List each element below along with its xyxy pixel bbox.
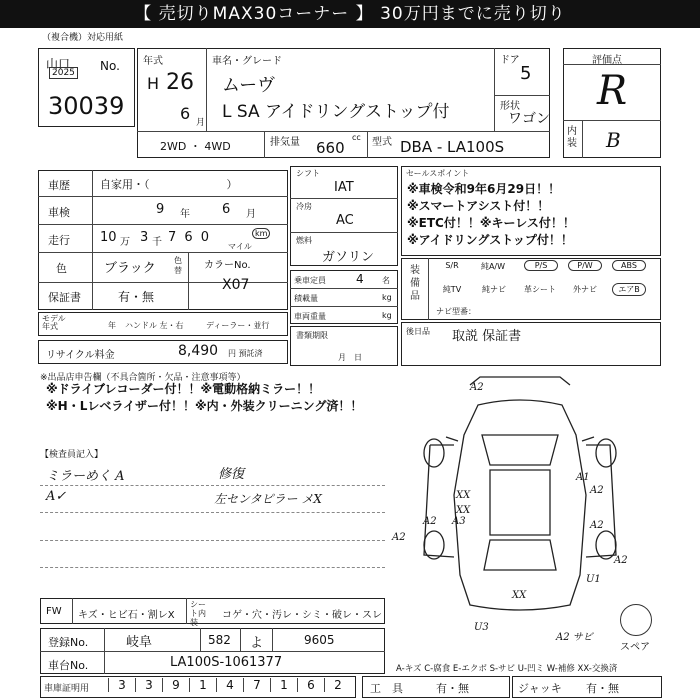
mark-xx-3: XX	[512, 590, 527, 601]
reg-class: 582	[208, 633, 231, 647]
reg-place: 岐阜	[126, 635, 153, 650]
displacement-label: 排気量	[270, 137, 300, 148]
nenshiki-year: 26	[166, 70, 194, 95]
inspector-label: 【検査員記入】	[40, 450, 104, 460]
dealer: ディーラー・並行	[206, 321, 270, 330]
weight-label: 車両重量	[294, 312, 326, 321]
shift-value: IAT	[334, 180, 354, 195]
after-sale-box	[401, 322, 661, 366]
subheader: （複合機）対応用紙	[42, 33, 124, 43]
sales-point-2: ※スマートアシスト付！！	[407, 199, 550, 213]
nenshiki-era: H	[147, 74, 160, 93]
inspector-note-2a: A✓	[46, 489, 67, 504]
color-change-label: 色替	[174, 256, 182, 275]
capacity-value: 4	[356, 272, 364, 286]
color-value: ブラック	[104, 261, 156, 276]
reg-label: 登録No.	[48, 636, 89, 649]
model-year-label: モデル年式	[42, 314, 66, 331]
equip-navi: 純ナビ	[482, 285, 506, 294]
ac-label: 冷房	[296, 202, 312, 211]
load-unit: kg	[382, 293, 392, 302]
sales-point-1: ※車検令和9年6月29日！！	[407, 182, 561, 196]
banner: 【 売切りMAX30コーナー 】 30万円までに売り切り	[0, 0, 700, 28]
doc-deadline-label: 書類期限	[296, 331, 328, 340]
equip-airbag: エアB	[612, 283, 646, 296]
garage-cert-label: 車庫証明用	[44, 684, 90, 694]
history-label: 車歴	[48, 179, 70, 192]
mark-a3: A3	[452, 516, 466, 527]
body-shape-value: ワゴン	[508, 111, 550, 127]
chassis-value: LA100S-1061377	[170, 655, 283, 670]
mark-a1: A1	[576, 472, 590, 483]
inspector-note-2b: 左センタピラー メX	[214, 492, 322, 506]
score-value: R	[597, 68, 628, 114]
car-top-view	[470, 377, 570, 385]
car-name: ムーヴ	[222, 75, 276, 96]
shaken-month-unit: 月	[246, 209, 256, 220]
model-value: DBA - LA100S	[400, 138, 505, 156]
recycle-label: リサイクル料金	[46, 350, 115, 361]
mark-u1: U1	[586, 574, 601, 585]
shaken-label: 車検	[48, 206, 70, 219]
inspector-note-1a: ミラーめく A	[46, 469, 125, 484]
exhibitor-note-2: ※H・Lレベライザー付！！※内・外装クリーニング済！！	[46, 399, 363, 413]
ac-value: AC	[336, 213, 354, 228]
mileage-sen-unit: 千	[152, 237, 162, 248]
mileage-sen: 3	[140, 230, 149, 245]
after-sale-value: 取説 保証書	[452, 329, 522, 344]
exhibitor-note-1: ※ドライブレコーダー付！！※電動格納ミラー！！	[46, 382, 321, 396]
car-outline	[454, 400, 586, 610]
color-label: 色	[56, 262, 67, 275]
tools-label: 工 具	[370, 682, 403, 695]
equip-alloy: 純A/W	[480, 262, 506, 271]
jack-value: 有・無	[586, 682, 619, 695]
weight-unit: kg	[382, 311, 392, 320]
model-year-unit: 年	[108, 321, 116, 330]
shaken-year: 9	[156, 202, 165, 217]
equip-tv: 純TV	[442, 285, 462, 294]
color-no-label: カラーNo.	[204, 260, 251, 271]
fw-value: キズ・ヒビ石・割レX	[78, 610, 175, 621]
mark-a2b: A2	[614, 555, 628, 566]
mark-right-front: A2	[590, 485, 604, 496]
reg-kana: よ	[250, 636, 264, 651]
after-sale-label: 後日品	[406, 327, 430, 336]
lot-region: 山口	[46, 57, 71, 71]
handle: ハンドル 左・右	[125, 321, 184, 330]
rear-left-wheel	[424, 531, 444, 559]
car-grade: L SA アイドリングストップ付	[222, 102, 450, 122]
mileage-unit: km	[252, 228, 270, 239]
equip-ext-navi: 外ナビ	[573, 285, 597, 294]
jack-label: ジャッキ	[518, 682, 562, 695]
fuel-label: 燃料	[296, 236, 312, 245]
nenshiki-label: 年式	[143, 56, 163, 67]
car-damage-diagram	[400, 375, 640, 625]
score-label: 評価点	[592, 55, 622, 66]
lot-number: 30039	[48, 92, 125, 120]
nenshiki-month: 6	[180, 104, 191, 123]
mark-rear: A2 サビ	[556, 632, 593, 643]
reg-number: 9605	[304, 633, 335, 647]
model-label: 型式	[372, 137, 392, 148]
inspector-note-1b: 修復	[218, 467, 245, 482]
warranty-value: 有・無	[118, 290, 155, 304]
fw-label: FW	[46, 606, 62, 617]
drive: 2WD ・ 4WD	[160, 140, 231, 153]
nenshiki-month-unit: 月	[196, 118, 206, 128]
load-label: 積載量	[294, 294, 318, 303]
doors-label: ドア	[500, 55, 520, 66]
equip-leather: 革シート	[524, 285, 556, 294]
interior-value: B	[606, 128, 621, 152]
front-right-wheel	[596, 439, 616, 467]
displacement-value: 660	[316, 139, 345, 157]
shift-label: シフト	[296, 169, 320, 178]
recycle-unit: 円 預託済	[228, 349, 263, 358]
mark-left-a: A2	[423, 516, 437, 527]
seat-label: シート内装	[190, 600, 206, 627]
shaken-month: 6	[222, 202, 231, 217]
navi-label: ナビ型番：	[436, 307, 476, 316]
equip-abs: ABS	[612, 260, 646, 271]
spare-tire-icon	[620, 604, 652, 636]
equip-sr: S/R	[445, 261, 459, 270]
tools-value: 有・無	[436, 682, 469, 695]
body-shape-label: 形状	[500, 101, 520, 112]
garage-cert-digits: 3 3 9 1 4 7 1 6 2	[108, 678, 351, 692]
damage-legend: A-キズ C-腐食 E-エクボ S-サビ U-凹ミ W-補修 XX-交換済	[396, 664, 618, 674]
doc-deadline-unit: 月 日	[338, 353, 362, 362]
mileage-mile: マイル	[228, 242, 252, 251]
displacement-unit: cc	[352, 133, 361, 142]
car-mirror-left	[446, 437, 458, 441]
car-windshield	[482, 435, 558, 465]
car-name-label: 車名・グレード	[212, 56, 282, 67]
mark-left: A2	[392, 532, 406, 543]
seat-value: コゲ・穴・汚レ・シミ・破レ・スレ	[222, 610, 382, 621]
equip-pw: P/W	[568, 260, 602, 271]
recycle-value: 8,490	[178, 343, 219, 359]
sales-point-3: ※ETC付！！※キーレス付！！	[407, 216, 575, 230]
equipment-label: 装備品	[410, 265, 420, 302]
sales-point-4: ※アイドリングストップ付！！	[407, 233, 573, 247]
car-mirror-right	[582, 437, 594, 441]
car-left-side	[424, 445, 454, 557]
lot-no-label: No.	[100, 59, 120, 73]
capacity-unit: 名	[382, 276, 390, 285]
mark-u3: U3	[474, 622, 489, 633]
shaken-year-unit: 年	[180, 209, 190, 220]
history-value: 自家用・（ ）	[100, 178, 238, 191]
mark-top: A2	[470, 382, 484, 393]
exhibitor-notes-label: ※出品店申告欄（不具合箇所・欠品・注意事項等）	[40, 373, 246, 383]
interior-label: 内装	[567, 126, 577, 149]
car-right-side	[586, 445, 616, 557]
fuel-value: ガソリン	[322, 250, 375, 265]
doors-value: 5	[520, 63, 532, 84]
car-roof	[490, 470, 550, 535]
sales-points-label: セールスポイント	[406, 169, 470, 178]
mark-xx-2: XX	[456, 505, 471, 516]
capacity-label: 乗車定員	[294, 276, 326, 285]
front-left-wheel	[424, 439, 444, 467]
mileage-man-unit: 万	[120, 237, 130, 248]
car-rear-window	[484, 540, 556, 570]
rear-right-wheel	[596, 531, 616, 559]
mark-right-rear: A2	[590, 520, 604, 531]
mark-xx-1: XX	[456, 490, 471, 501]
color-no-value: X07	[222, 277, 250, 293]
lot-year-stamp: 2025	[49, 67, 78, 79]
warranty-label: 保証書	[48, 291, 81, 304]
mileage-label: 走行	[48, 234, 70, 247]
spare-label: スペア	[620, 642, 650, 653]
chassis-label: 車台No.	[48, 659, 89, 672]
equip-ps: P/S	[524, 260, 558, 271]
mileage-rest: 7 6 0	[168, 230, 212, 245]
mileage-man: 10	[100, 230, 117, 245]
